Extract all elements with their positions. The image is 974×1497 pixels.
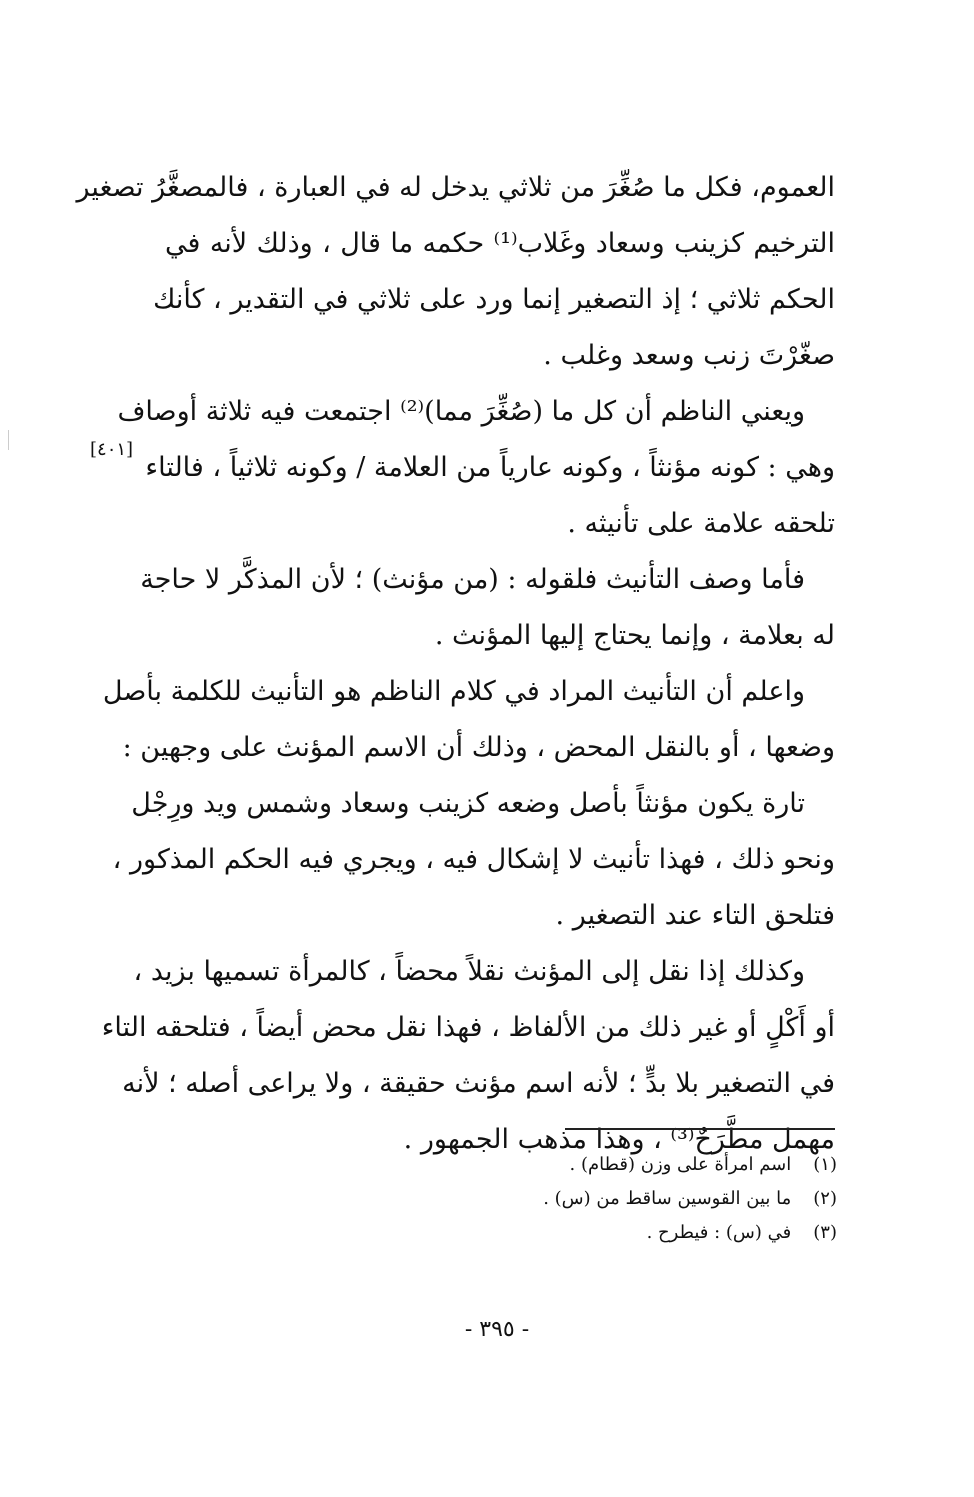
footnote-text: في (س) : فيطرح . bbox=[646, 1222, 792, 1243]
footnote-number: (١) bbox=[813, 1154, 837, 1175]
text-line: وكذلك إذا نقل إلى المؤنث نقلاً محضاً ، كالمرأة تسميها بزيد ، bbox=[133, 956, 805, 987]
text-line: أو أَكْلٍ أو غير ذلك من الألفاظ ، فهذا نقل محض أيضاً ، فتلحقه التاء bbox=[101, 1012, 835, 1043]
text-line: له بعلامة ، وإنما يحتاج إليها المؤنث . bbox=[434, 620, 835, 651]
footnote-divider bbox=[565, 1128, 835, 1130]
text-line: ويعني الناظم أن كل ما (صُغِّرَ مما)⁽²⁾ اجتمعت فيه ثلاثة أوصاف bbox=[117, 396, 805, 427]
page-number: - ٣٩٥ - bbox=[464, 1317, 530, 1342]
text-line: وضعها ، أو بالنقل المحض ، وذلك أن الاسم المؤنث على وجهين : bbox=[122, 732, 835, 763]
text-line: الحكم ثلاثي ؛ إذ التصغير إنما ورد على ثلاثي في التقدير ، كأنك bbox=[153, 284, 835, 315]
text-line: الترخيم كزينب وسعاد وغَلاب⁽¹⁾ حكمه ما قال ، وذلك لأنه في bbox=[165, 228, 835, 259]
text-line: تلحقه علامة على تأنيثه . bbox=[567, 508, 835, 539]
footnote-item bbox=[400, 1148, 837, 1182]
text-line: واعلم أن التأنيث المراد في كلام الناظم هو التأنيث للكلمة بأصل bbox=[102, 676, 805, 707]
text-line: وهي : كونه مؤنثاً ، وكونه عارياً من العلامة / وكونه ثلاثياً ، فالتاء bbox=[145, 452, 835, 483]
text-line: تارة يكون مؤنثاً بأصل وضعه كزينب وسعاد وشمس ويد ورِجْل bbox=[131, 788, 805, 819]
footnote-item bbox=[400, 1182, 837, 1216]
footnote-number: (٣) bbox=[813, 1222, 837, 1243]
footnote-text: اسم امرأة على وزن (قطام) . bbox=[569, 1154, 792, 1175]
footnote-number: (٢) bbox=[813, 1188, 837, 1209]
text-line: صغّرْتَ زنب وسعد وغلب . bbox=[543, 340, 835, 371]
text-line: في التصغير بلا بدٍّ ؛ لأنه اسم مؤنث حقيقة ، ولا يراعى أصله ؛ لأنه bbox=[122, 1068, 835, 1099]
footnotes bbox=[400, 1148, 837, 1250]
text-line: فتلحق التاء عند التصغير . bbox=[555, 900, 835, 931]
scan-edge-mark bbox=[8, 430, 9, 450]
text-line: مهمل مطَّرَحٌ⁽³⁾ ، وهذا مذهب الجمهور . bbox=[403, 1124, 835, 1155]
text-line: العموم، فكل ما صُغِّرَ من ثلاثي يدخل له في العبارة ، فالمصغَّرُ تصغير bbox=[76, 172, 835, 203]
text-line: ونحو ذلك ، فهذا تأنيث لا إشكال فيه ، ويجري فيه الحكم المذكور ، bbox=[112, 844, 835, 875]
manuscript-folio-reference: [٤٠١] bbox=[90, 439, 134, 460]
text-line: فأما وصف التأنيث فلقوله : (من مؤنث) ؛ لأن المذكَّر لا حاجة bbox=[140, 564, 805, 595]
footnote-item bbox=[400, 1216, 837, 1250]
footnote-text: ما بين القوسين ساقط من (س) . bbox=[543, 1188, 792, 1209]
